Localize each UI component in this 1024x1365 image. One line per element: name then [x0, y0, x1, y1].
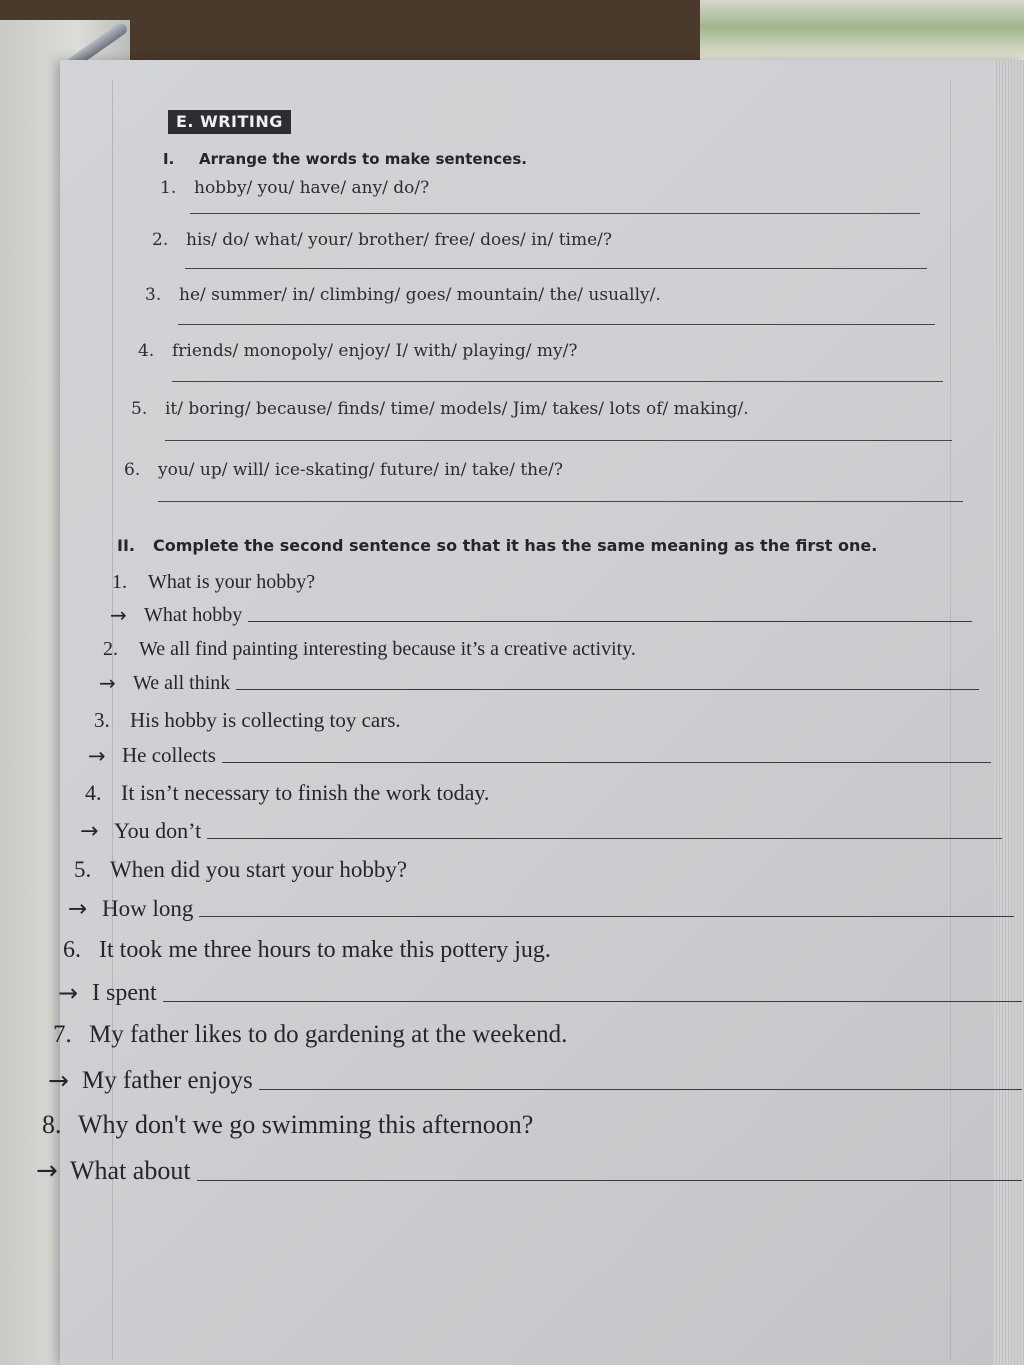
answer-start: What hobby	[144, 604, 243, 626]
item-number: 4.	[138, 341, 155, 361]
item-text: it/ boring/ because/ finds/ time/ models/ Jim/ takes/ lots of/ making/.	[165, 399, 749, 419]
arrow-icon: →	[88, 744, 106, 768]
answer-line-6[interactable]	[158, 501, 963, 502]
part2-answer-1[interactable]	[110, 603, 972, 627]
part1-item-3	[145, 285, 661, 305]
answer-line-2[interactable]	[185, 268, 927, 269]
item-sentence: His hobby is collecting toy cars.	[130, 708, 401, 732]
answer-line-1[interactable]	[190, 213, 920, 214]
part2-item-3	[94, 708, 401, 733]
answer-line[interactable]	[222, 761, 991, 763]
arrow-icon: →	[80, 819, 99, 844]
item-sentence: What is your hobby?	[148, 571, 316, 593]
item-sentence: It isn’t necessary to finish the work today.	[121, 780, 490, 805]
item-number: 8.	[42, 1110, 62, 1139]
part2-answer-4[interactable]	[80, 818, 1002, 844]
part1-item-4	[138, 341, 577, 361]
part2-answer-5[interactable]	[68, 896, 1014, 922]
answer-start: We all think	[133, 672, 231, 694]
item-text: friends/ monopoly/ enjoy/ I/ with/ playing/ my/?	[172, 341, 578, 361]
part2-item-6	[63, 937, 551, 964]
part1-item-6	[124, 460, 563, 480]
item-sentence: Why don't we go swimming this afternoon?	[78, 1110, 534, 1139]
answer-line-5[interactable]	[165, 440, 952, 441]
item-number: 3.	[145, 285, 162, 305]
item-text: his/ do/ what/ your/ brother/ free/ does/ in/ time/?	[186, 230, 612, 250]
part2-item-7	[53, 1021, 567, 1049]
answer-start: He collects	[122, 743, 216, 767]
item-number: 4.	[85, 780, 102, 805]
part2-heading	[117, 536, 877, 555]
item-sentence: We all find painting interesting because it’s a creative activity.	[139, 638, 636, 660]
part1-number: I.	[163, 150, 175, 168]
part1-item-5	[131, 399, 749, 419]
answer-line[interactable]	[163, 1000, 1022, 1002]
part1-heading	[163, 150, 527, 168]
part1-item-2	[152, 230, 612, 250]
item-number: 1.	[160, 178, 177, 198]
answer-start: You don’t	[114, 818, 202, 843]
part2-item-8	[42, 1110, 533, 1140]
part2-item-4	[85, 780, 489, 806]
part2-item-1	[112, 571, 315, 594]
answer-start: My father enjoys	[82, 1067, 253, 1094]
answer-start: What about	[70, 1156, 191, 1185]
answer-line[interactable]	[248, 620, 972, 622]
part2-answer-6[interactable]	[58, 979, 1022, 1007]
item-text: you/ up/ will/ ice-skating/ future/ in/ take/ the/?	[158, 460, 564, 480]
part2-answer-2[interactable]	[99, 671, 979, 695]
item-sentence: My father likes to do gardening at the weekend.	[89, 1021, 568, 1048]
part2-item-5	[74, 857, 407, 883]
answer-line[interactable]	[197, 1179, 1022, 1181]
part2-answer-3[interactable]	[88, 743, 991, 768]
arrow-icon: →	[58, 979, 79, 1007]
answer-line[interactable]	[207, 837, 1002, 839]
item-number: 2.	[152, 230, 169, 250]
item-number: 6.	[124, 460, 141, 480]
part2-instruction: Complete the second sentence so that it has the same meaning as the first one.	[153, 536, 878, 555]
part2-answer-8[interactable]	[36, 1156, 1022, 1186]
item-number: 7.	[53, 1021, 72, 1048]
part2-answer-7[interactable]	[48, 1066, 1022, 1095]
answer-line[interactable]	[259, 1088, 1022, 1090]
answer-start: How long	[102, 896, 194, 921]
part1-item-1	[160, 178, 429, 198]
answer-line-3[interactable]	[178, 324, 935, 325]
item-sentence: It took me three hours to make this pottery jug.	[99, 937, 551, 963]
item-number: 2.	[103, 638, 118, 660]
item-number: 5.	[131, 399, 148, 419]
section-title: E. WRITING	[168, 110, 291, 134]
part2-item-2	[103, 638, 636, 661]
item-number: 3.	[94, 708, 110, 732]
answer-start: I spent	[92, 980, 157, 1006]
item-number: 5.	[74, 857, 92, 882]
item-text: he/ summer/ in/ climbing/ goes/ mountain/ the/ usually/.	[179, 285, 661, 305]
answer-line[interactable]	[199, 915, 1014, 917]
background-book	[700, 0, 1024, 60]
item-number: 1.	[112, 571, 127, 593]
arrow-icon: →	[99, 671, 116, 695]
answer-line-4[interactable]	[172, 381, 943, 382]
arrow-icon: →	[68, 896, 88, 922]
item-number: 6.	[63, 937, 81, 963]
part1-instruction: Arrange the words to make sentences.	[199, 150, 527, 168]
arrow-icon: →	[110, 603, 127, 627]
part2-number: II.	[117, 536, 135, 555]
arrow-icon: →	[36, 1156, 58, 1186]
item-text: hobby/ you/ have/ any/ do/?	[194, 178, 430, 198]
item-sentence: When did you start your hobby?	[110, 857, 408, 882]
arrow-icon: →	[48, 1066, 69, 1095]
answer-line[interactable]	[236, 688, 979, 690]
